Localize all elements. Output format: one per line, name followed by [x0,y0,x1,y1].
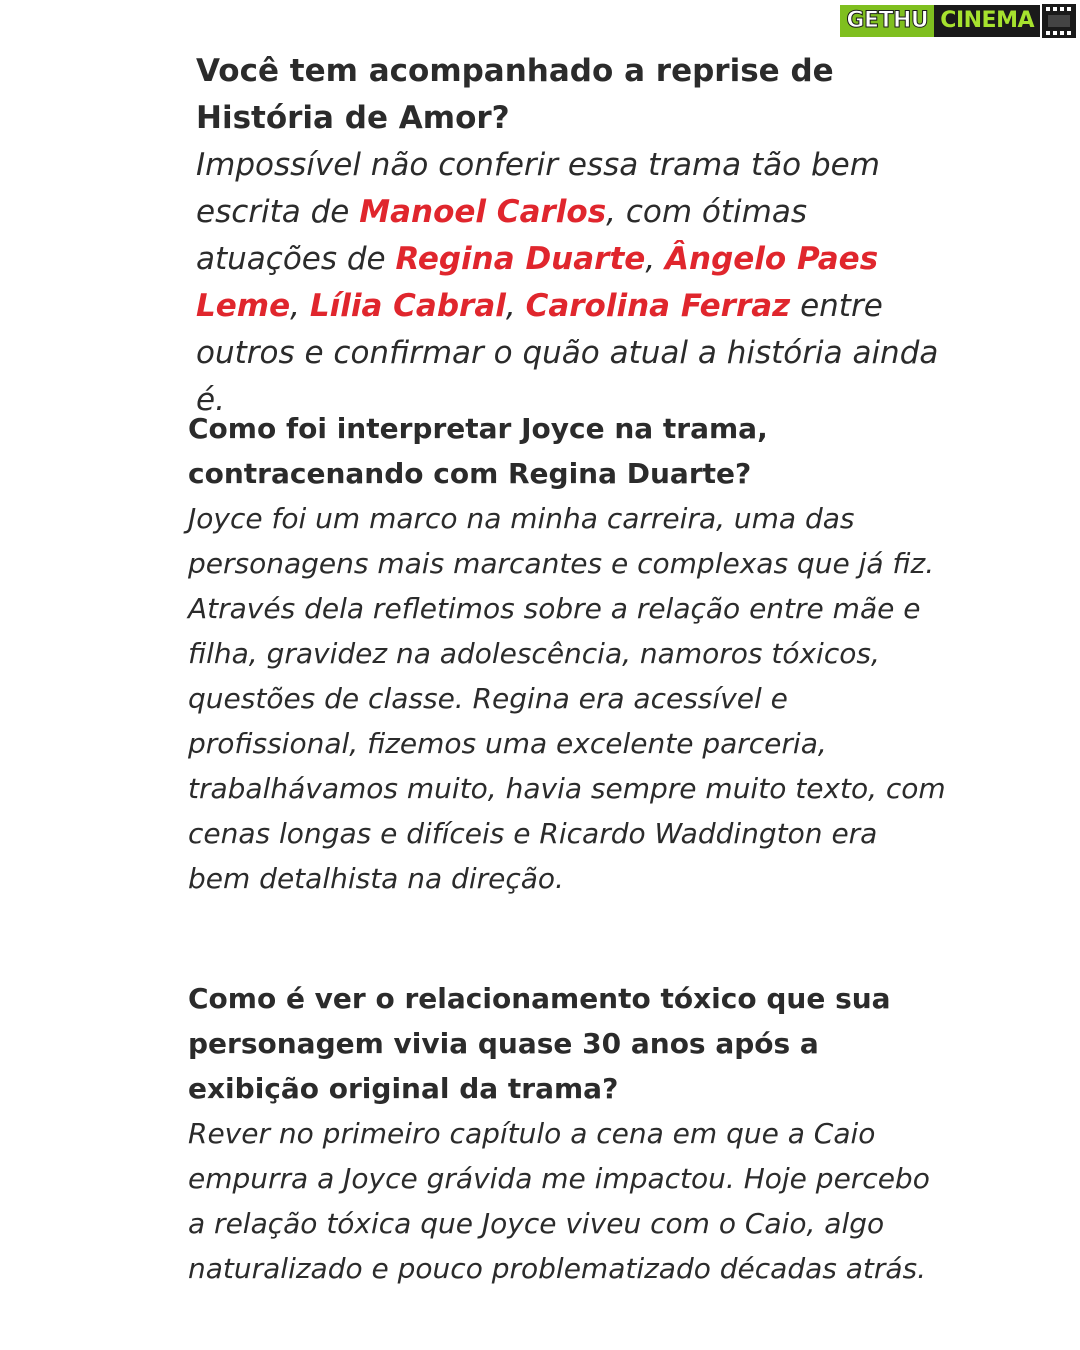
question-2: Como foi interpretar Joyce na trama, contracenando com Regina Duarte? [188,412,768,490]
answer-1-text: Impossível não conferir essa trama tão bem escrita de [196,147,880,230]
interview-block-3 [188,976,948,1291]
name-carolina-ferraz: Carolina Ferraz [525,288,791,324]
answer-2: Joyce foi um marco na minha carreira, uma das personagens mais marcantes e complexas que já fiz. Através dela refletimos sobre a relação entre mãe e filha, gravidez na adolescência, namoros tóxicos, questões de classe. Regina era acessível e profissional, fizemos uma excelente parceria, trabalhávamos muito, havia sempre muito texto, com cenas longas e difíceis e Ricardo Waddington era bem detalhista na direção. [188,502,946,895]
logo-text-cinema: CINEMA [934,5,1040,37]
answer-1-text: , [290,288,310,324]
name-regina-duarte: Regina Duarte [395,241,646,277]
answer-3: Rever no primeiro capítulo a cena em que a Caio empurra a Joyce grávida me impactou. Hoje percebo a relação tóxica que Joyce viveu com o Caio, algo naturalizado e pouco problematizado décadas atrás. [188,1117,930,1285]
name-lilia-cabral: Lília Cabral [309,288,506,324]
answer-1-text: , [645,241,666,277]
film-reel-icon [1042,4,1076,38]
answer-1 [196,142,956,424]
answer-1-text: , com ótimas atuações de [196,194,808,277]
name-manoel-carlos: Manoel Carlos [359,194,607,230]
answer-1-text: , [505,288,526,324]
name-angelo-paes-leme: Ângelo Paes Leme [196,241,879,324]
interview-block-1 [196,48,956,424]
question-3: Como é ver o relacionamento tóxico que sua personagem vivia quase 30 anos após a exibição original da trama? [188,982,891,1105]
answer-1-text: entre outros e confirmar o quão atual a história ainda é. [196,288,939,418]
interview-block-2 [188,406,948,901]
gethucinema-logo [840,4,1076,38]
question-1: Você tem acompanhado a reprise de História de Amor? [196,53,834,136]
logo-text-gethu: GETHU [840,5,934,37]
